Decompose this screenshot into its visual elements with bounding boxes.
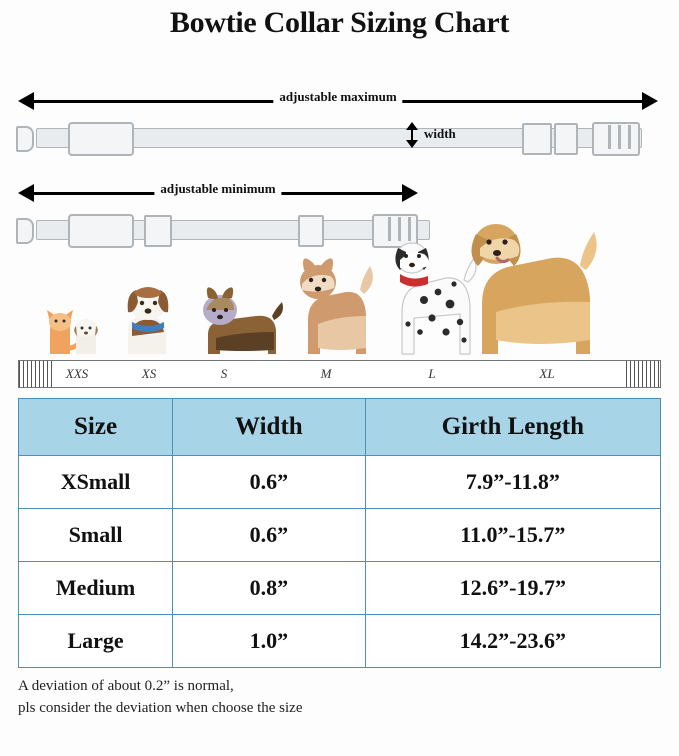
- animal-size-illustrations: [0, 200, 679, 360]
- adjustable-minimum-label: adjustable minimum: [154, 181, 281, 197]
- cell-girth: 14.2”-23.6”: [365, 615, 660, 668]
- deviation-note-line2: pls consider the deviation when choose the size: [18, 699, 303, 716]
- cell-girth: 7.9”-11.8”: [365, 456, 660, 509]
- corgi-illustration: [190, 276, 286, 356]
- collar-max-graphic: [14, 120, 662, 154]
- ruler-label-m: M: [320, 366, 332, 381]
- deviation-note: [18, 676, 661, 720]
- ruler-label-l: L: [428, 366, 436, 381]
- table-header-row: [19, 399, 661, 456]
- ruler-label-xs: XS: [141, 366, 157, 381]
- cell-width: 0.6”: [173, 456, 366, 509]
- cat-and-small-dog-illustration: [40, 300, 104, 356]
- buckle-bar: [628, 125, 631, 149]
- deviation-note-line1: A deviation of about 0.2” is normal,: [18, 678, 234, 694]
- buckle-bar: [618, 125, 621, 149]
- cell-size: Large: [19, 615, 173, 668]
- ruler-ticks-left: [19, 361, 53, 387]
- golden-retriever-illustration: [452, 208, 602, 356]
- table-row: [19, 509, 661, 562]
- collar-end-tip: [16, 126, 34, 152]
- table-row: [19, 456, 661, 509]
- cell-size: XSmall: [19, 456, 173, 509]
- cell-size: Small: [19, 509, 173, 562]
- side-release-buckle: [68, 122, 134, 156]
- size-ruler: [18, 360, 661, 388]
- size-table: [18, 398, 661, 668]
- page-title: Bowtie Collar Sizing Chart: [169, 6, 510, 39]
- arrow-head-right-icon: [642, 92, 658, 110]
- header-width: Width: [173, 399, 366, 456]
- cell-girth: 11.0”-15.7”: [365, 509, 660, 562]
- cell-width: 1.0”: [173, 615, 366, 668]
- ruler-label-xl: XL: [539, 366, 555, 381]
- table-row: [19, 615, 661, 668]
- header-girth: Girth Length: [365, 399, 660, 456]
- table-row: [19, 562, 661, 615]
- header-size: Size: [19, 399, 173, 456]
- width-label: width: [424, 126, 456, 141]
- collar-slider: [522, 123, 552, 155]
- ruler-label-xxs: XXS: [65, 366, 89, 381]
- width-arrow-down-icon: [406, 140, 418, 148]
- collar-loop: [554, 123, 578, 155]
- cell-girth: 12.6”-19.7”: [365, 562, 660, 615]
- adjustable-maximum-label: adjustable maximum: [273, 89, 402, 105]
- ruler-label-s: S: [220, 366, 228, 381]
- collar-diagram: [0, 40, 679, 360]
- cell-size: Medium: [19, 562, 173, 615]
- adjustable-maximum-arrow: [18, 88, 658, 114]
- shiba-inu-illustration: [278, 248, 378, 356]
- buckle-prong: [608, 125, 611, 149]
- cell-width: 0.6”: [173, 509, 366, 562]
- beagle-puppy-illustration: [112, 278, 184, 356]
- collar-buckle-frame: [592, 122, 640, 156]
- cell-width: 0.8”: [173, 562, 366, 615]
- ruler-ticks-right: [626, 361, 660, 387]
